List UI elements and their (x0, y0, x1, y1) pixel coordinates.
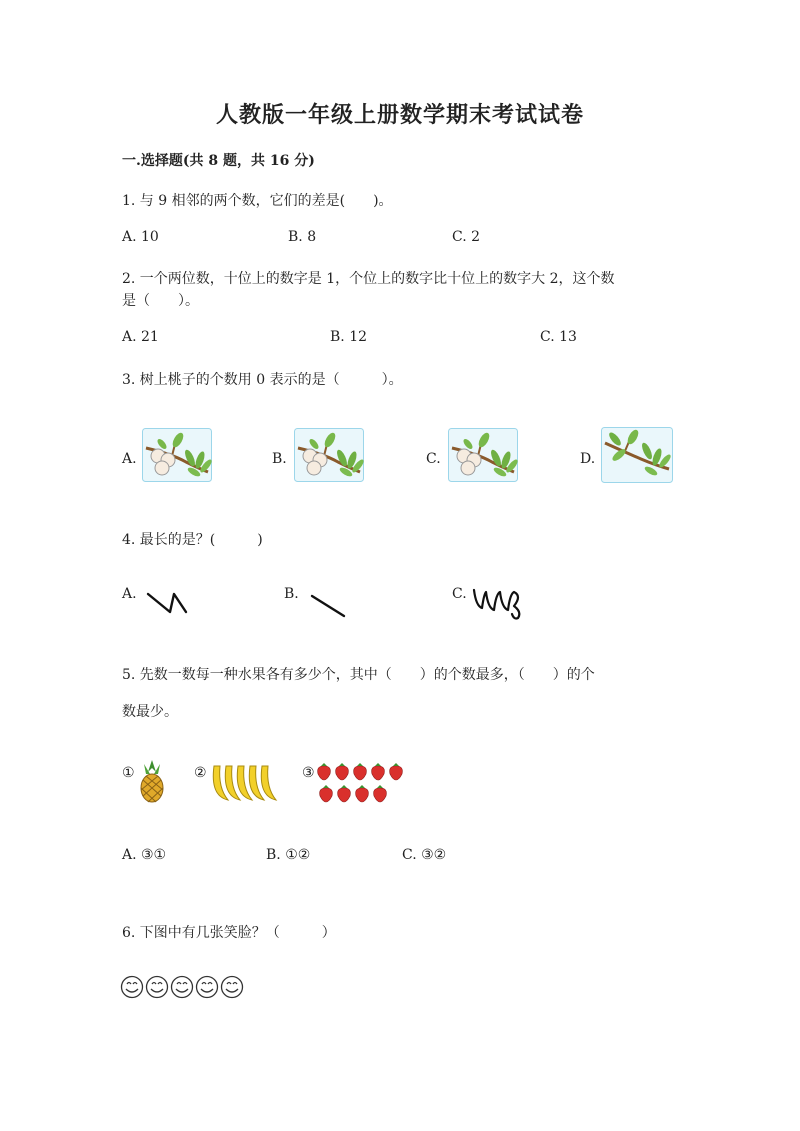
question-6-text: 6. 下图中有几张笑脸？（ ） (122, 925, 336, 941)
branch-with-three-peaches-image (294, 428, 364, 482)
smiley-faces-image (120, 975, 250, 999)
q1-option-a[interactable]: A. 10 (122, 229, 159, 245)
strawberries-icon (316, 762, 404, 806)
q1-option-b[interactable]: B. 8 (288, 229, 317, 245)
branch-with-three-peaches-image (448, 428, 518, 482)
question-2-line-1: 2. 一个两位数，十位上的数字是 1，个位上的数字比十位上的数字大 2，这个数 (122, 271, 615, 287)
q3-option-c[interactable]: C. (426, 451, 441, 467)
page-title: 人教版一年级上册数学期末考试试卷 (215, 102, 584, 128)
question-5-line-2: 数最少。 (122, 704, 178, 720)
q3-option-d[interactable]: D. (580, 451, 596, 467)
q2-option-b[interactable]: B. 12 (330, 329, 368, 345)
q3-option-a[interactable]: A. (122, 451, 137, 467)
q2-option-c[interactable]: C. 13 (540, 329, 577, 345)
scribble-line-image (470, 584, 526, 622)
q4-option-c[interactable]: C. (452, 586, 467, 602)
question-5-line-1: 5. 先数一数每一种水果各有多少个，其中（ ）的个数最多，（ ）的个 (122, 667, 595, 683)
q5-option-b[interactable]: B. ①② (266, 847, 311, 863)
q5-option-a[interactable]: A. ③① (122, 847, 167, 863)
question-1-text: 1. 与 9 相邻的两个数，它们的差是( )。 (122, 193, 393, 209)
section-heading: 一.选择题(共 8 题，共 16 分) (122, 153, 315, 169)
question-4-text: 4. 最长的是？( ) (122, 532, 263, 548)
q3-option-b[interactable]: B. (272, 451, 287, 467)
q4-option-b[interactable]: B. (284, 586, 299, 602)
question-3-text: 3. 树上桃子的个数用 0 表示的是（ ）。 (122, 372, 403, 388)
fruit-label-3: ③ (302, 765, 315, 781)
q1-option-c[interactable]: C. 2 (452, 229, 481, 245)
zigzag-line-image (144, 588, 190, 618)
branch-with-three-peaches-image (142, 428, 212, 482)
straight-line-image (308, 590, 348, 620)
question-2-line-2: 是（ ）。 (122, 293, 199, 309)
q4-option-a[interactable]: A. (122, 586, 137, 602)
fruit-label-1: ① (122, 765, 135, 781)
fruit-label-2: ② (194, 765, 207, 781)
q2-option-a[interactable]: A. 21 (122, 329, 159, 345)
bananas-icon (208, 760, 278, 804)
pineapple-icon (136, 758, 168, 804)
branch-without-peaches-image (601, 427, 673, 483)
q5-option-c[interactable]: C. ③② (402, 847, 447, 863)
